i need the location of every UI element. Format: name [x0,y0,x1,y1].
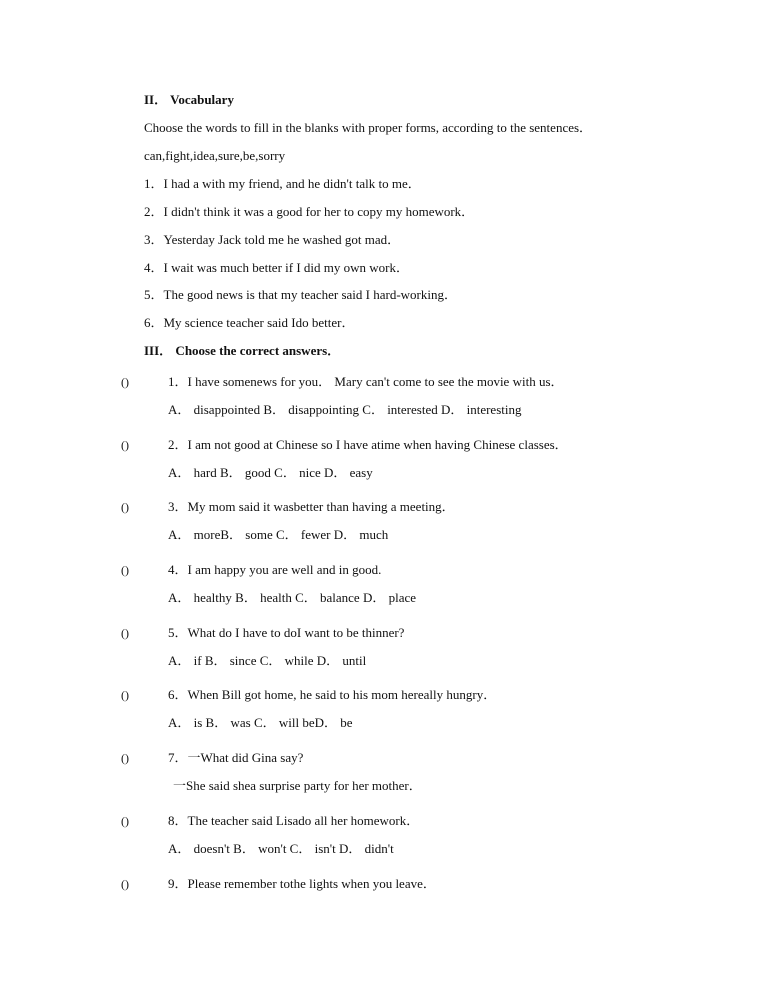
answer-blank-7: () [121,751,129,765]
question-6: 6．When Bill got home, he said to his mom hereally hungry． [168,687,497,702]
question-8-options: A． doesn't B． won't C． isn't D． didn't [168,841,394,856]
answer-blank-9: () [121,877,129,891]
question-2: 2．I am not good at Chinese so I have atime when having Chinese classes． [168,437,568,452]
section-2-instruction: Choose the words to fill in the blanks with proper forms, according to the sentences． [144,120,593,135]
question-4: 4．I am happy you are well and in good. [168,562,382,577]
vocab-item-3: 3．Yesterday Jack told me he washed got mad． [144,232,401,247]
question-3-options: A． moreB． some C． fewer D． much [168,527,389,542]
question-4-options: A． healthy B． health C． balance D． place [168,590,417,605]
word-bank: can,fight,idea,sure,be,sorry [144,148,286,163]
question-5: 5．What do I have to doI want to be thinner? [168,625,405,640]
answer-blank-5: () [121,626,129,640]
question-6-options: A． is B． was C． will beD． be [168,715,353,730]
vocab-item-5: 5．The good news is that my teacher said I hard-working． [144,287,458,302]
vocab-item-1: 1．I had a with my friend, and he didn't talk to me． [144,176,421,191]
vocab-item-6: 6．My science teacher said Ido better． [144,315,355,330]
question-8: 8．The teacher said Lisado all her homework． [168,813,420,828]
vocab-item-2: 2．I didn't think it was a good for her to copy my homework． [144,204,475,219]
answer-blank-8: () [121,814,129,828]
answer-blank-1: () [121,375,129,389]
answer-blank-2: () [121,438,129,452]
answer-blank-3: () [121,500,129,514]
answer-blank-6: () [121,688,129,702]
section-2-heading: II． Vocabulary [144,92,234,107]
question-2-options: A． hard B． good C． nice D． easy [168,465,373,480]
question-5-options: A． if B． since C． while D． until [168,653,367,668]
question-7: 7．一What did Gina say? [168,750,304,765]
question-1: 1．I have somenews for you． Mary can't come to see the movie with us． [168,374,564,389]
question-1-options: A． disappointed B． disappointing C． interested D． interesting [168,402,522,417]
question-9: 9．Please remember tothe lights when you leave． [168,876,436,891]
section-3-heading: III． Choose the correct answers． [144,343,341,358]
vocab-item-4: 4．I wait was much better if I did my own work． [144,260,410,275]
question-3: 3．My mom said it wasbetter than having a meeting． [168,499,455,514]
question-7-response: 一She said shea surprise party for her mother． [173,778,422,793]
answer-blank-4: () [121,563,129,577]
